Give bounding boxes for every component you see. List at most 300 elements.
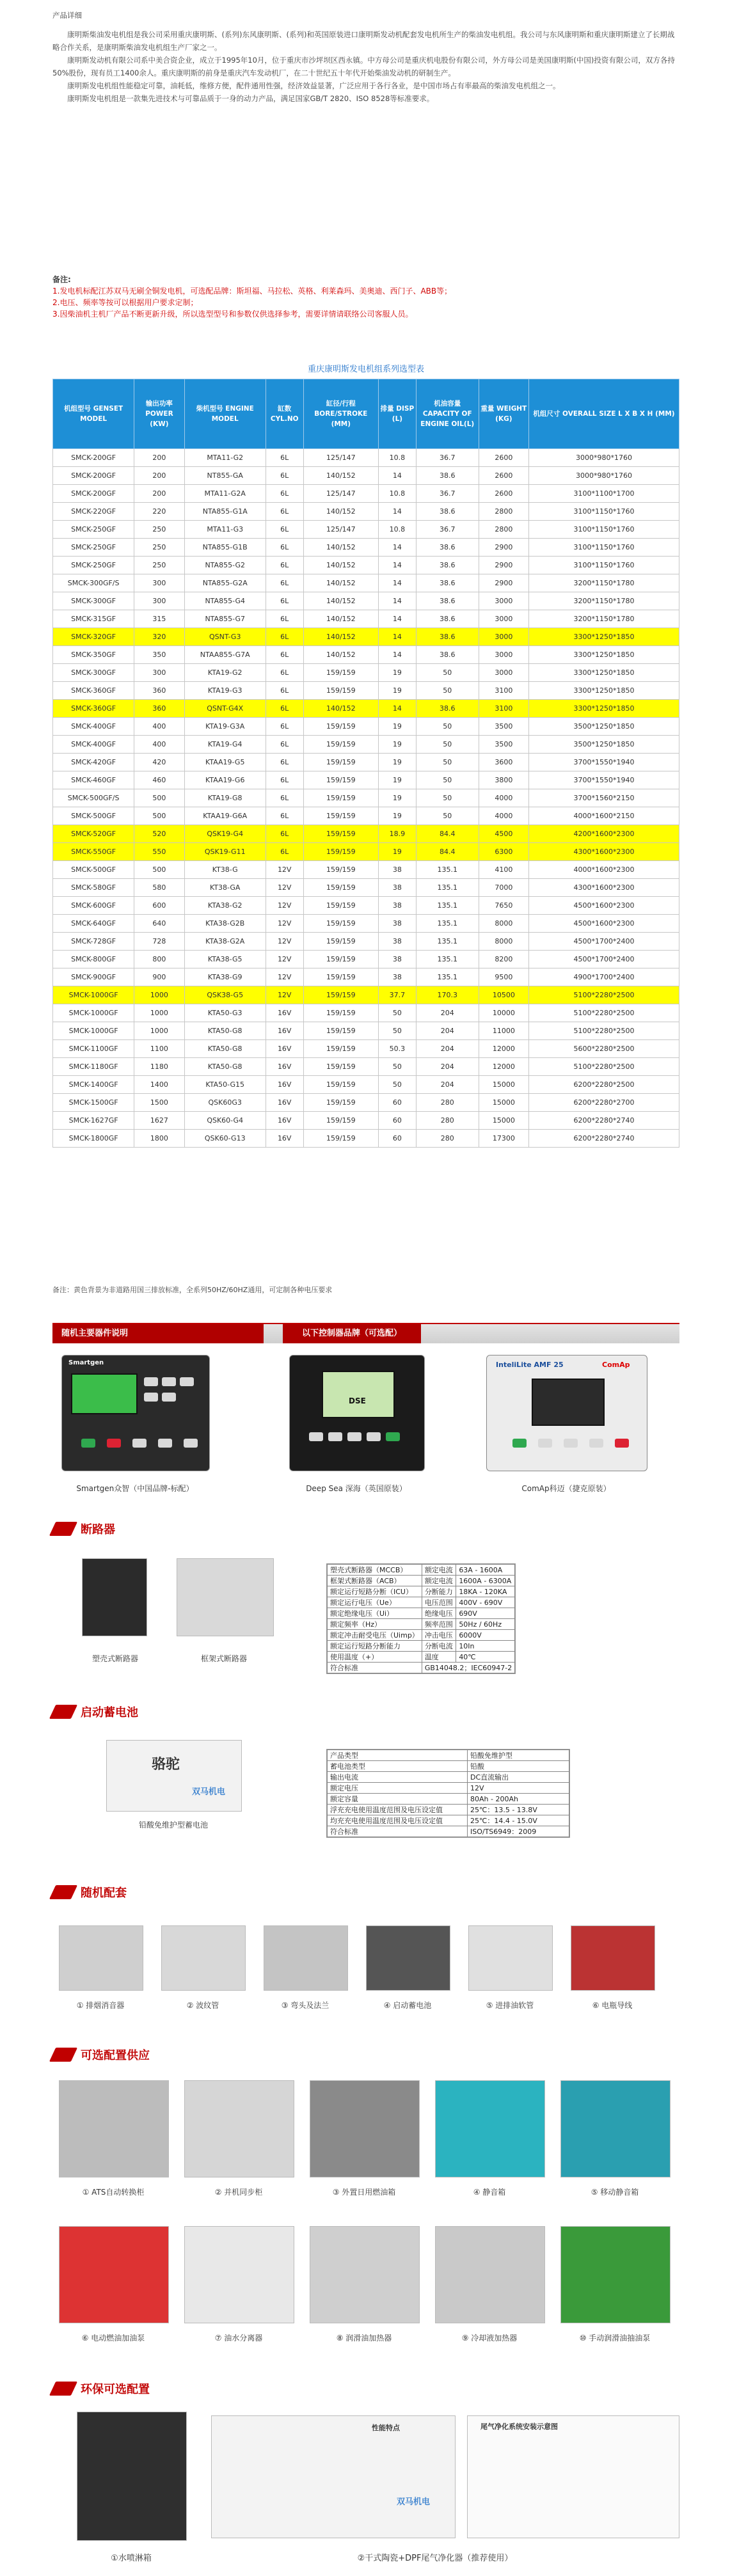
table-cell: KTA19-G3A [184,718,266,736]
controller-logo: Smartgen [68,1359,104,1366]
table-cell: 300 [134,574,184,592]
spec-cell: 12V [468,1783,569,1794]
table-cell: 159/159 [303,1004,378,1022]
spec-cell: 10In [456,1641,515,1652]
table-cell: KTA38-G2B [184,915,266,933]
table-cell: SMCK-460GF [53,771,134,789]
table-cell: KT38-GA [184,879,266,897]
spec-row [328,1565,515,1576]
table-cell: NTA855-G1A [184,503,266,521]
table-cell: QSK19-G4 [184,825,266,843]
table-cell: 38.6 [416,610,479,628]
table-cell: 50 [416,771,479,789]
table-cell: 300 [134,592,184,610]
table-cell: 15000 [479,1076,528,1094]
option-caption: ① ATS自动转换柜 [82,2188,145,2197]
table-cell: 36.7 [416,449,479,467]
spec-cell: 塑壳式断路器（MCCB） [328,1565,422,1576]
table-cell: 159/159 [303,1058,378,1076]
table-cell: 10.8 [379,521,417,539]
table-cell: SMCK-1000GF [53,1004,134,1022]
controller-button [132,1439,147,1448]
table-cell: 3700*1550*1940 [528,754,679,771]
table-cell: 135.1 [416,951,479,968]
controller-button [144,1393,158,1402]
table-cell: 14 [379,467,417,485]
table-cell: 3300*1250*1850 [528,628,679,646]
option-caption: ⑦ 油水分离器 [214,2334,263,2343]
spec-cell: 分断能力 [422,1586,456,1597]
table-cell: 4000*1600*2150 [528,807,679,825]
table-cell: 6L [266,503,303,521]
spec-cell: 额定运行短路分断（ICU） [328,1586,422,1597]
table-cell: KTA19-G3 [184,682,266,700]
table-cell: SMCK-520GF [53,825,134,843]
table-cell: 3000*980*1760 [528,467,679,485]
spec-row [328,1652,515,1663]
table-cell: 12V [266,986,303,1004]
table-cell: 6L [266,718,303,736]
watermark-logo: 双马机电 [192,1787,226,1797]
table-cell: 16V [266,1022,303,1040]
table-row [53,789,679,807]
spec-cell: 符合标准 [328,1826,468,1837]
table-row [53,574,679,592]
table-row [53,467,679,485]
table-cell: KTA38-G2 [184,897,266,915]
table-row [53,968,679,986]
table-cell: 520 [134,825,184,843]
table-cell: 15000 [479,1094,528,1112]
spec-cell: 6000V [456,1630,515,1641]
table-cell: SMCK-1180GF [53,1058,134,1076]
spec-row [328,1586,515,1597]
option-caption: ⑩ 手动润滑油抽油泵 [579,2334,651,2343]
table-cell: SMCK-220GF [53,503,134,521]
spec-cell: 1600A - 6300A [456,1576,515,1586]
controller-button [512,1439,527,1448]
table-cell: 2900 [479,539,528,557]
table-cell: 280 [416,1130,479,1148]
table-cell: 800 [134,951,184,968]
table-cell: 5100*2280*2500 [528,1058,679,1076]
table-cell: KT38-G [184,861,266,879]
spec-row [328,1608,515,1619]
section-title: 可选配置供应 [81,2049,150,2062]
table-cell: NTAA855-G7A [184,646,266,664]
option-caption: ② 并机同步柜 [214,2188,263,2197]
table-cell: 50 [416,664,479,682]
table-cell: 460 [134,771,184,789]
table-cell: 500 [134,807,184,825]
spec-cell: 18KA - 120KA [456,1586,515,1597]
table-cell: 159/159 [303,807,378,825]
table-cell: 38.6 [416,557,479,574]
table-cell: 6L [266,807,303,825]
table-cell: SMCK-580GF [53,879,134,897]
spec-cell: 符合标准 [328,1663,422,1673]
table-cell: 3100*1150*1760 [528,539,679,557]
table-cell: 159/159 [303,951,378,968]
table-cell: 280 [416,1094,479,1112]
spec-cell: 温度 [422,1652,456,1663]
table-row [53,754,679,771]
battery-spec-table [326,1749,570,1838]
controller-button [162,1393,176,1402]
table-cell: 3300*1250*1850 [528,664,679,682]
table-cell: 140/152 [303,503,378,521]
table-row [53,521,679,539]
dpf-purifier-image [211,2415,456,2538]
table-cell: 1500 [134,1094,184,1112]
table-cell: 4000*1600*2300 [528,861,679,879]
table-header-cell: 机组型号 GENSET MODEL [53,379,134,449]
options-section-header [52,2043,150,2066]
table-cell: 159/159 [303,897,378,915]
note-line: 3.因柴油机主机厂产品不断更新升级，所以选型型号和参数仅供选择参考，需要详情请联络公司客服人员。 [52,310,413,319]
table-cell: 14 [379,503,417,521]
table-cell: 6L [266,700,303,718]
table-cell: SMCK-1500GF [53,1094,134,1112]
table-cell: 159/159 [303,879,378,897]
table-cell: 3100 [479,700,528,718]
mccb-breaker-image [82,1558,147,1636]
table-cell: SMCK-400GF [53,736,134,754]
table-cell: 14 [379,700,417,718]
table-cell: 38.6 [416,592,479,610]
table-row [53,700,679,718]
table-cell: 8000 [479,915,528,933]
spec-cell: ISO/TS6949：2009 [468,1826,569,1837]
option-image [435,2080,545,2177]
controller-logo: InteliLite AMF 25 [496,1361,564,1369]
table-row [53,503,679,521]
table-cell: SMCK-800GF [53,951,134,968]
table-cell: 38.6 [416,467,479,485]
table-cell: 3300*1250*1850 [528,682,679,700]
controller-caption: Deep Sea 深海（英国原装） [306,1484,407,1493]
controller-button [184,1439,198,1448]
table-row [53,592,679,610]
table-cell: 17300 [479,1130,528,1148]
table-cell: SMCK-500GF [53,861,134,879]
table-cell: 3200*1150*1780 [528,592,679,610]
accessories-section-header [52,1881,127,1904]
banner-mid-label: 以下控制器品牌（可选配） [283,1324,421,1343]
table-cell: 140/152 [303,700,378,718]
table-cell: 3100 [479,682,528,700]
table-cell: SMCK-200GF [53,449,134,467]
section-marker-icon [49,1522,77,1536]
table-cell: 6L [266,736,303,754]
table-cell: 400 [134,718,184,736]
banner-left-label: 随机主要器件说明 [52,1324,264,1343]
table-cell: 140/152 [303,574,378,592]
table-cell: 4900*1700*2400 [528,968,679,986]
notes-section [52,274,679,320]
spec-cell: 额定频率（Hz） [328,1619,422,1630]
table-cell: SMCK-728GF [53,933,134,951]
table-cell: 1000 [134,1004,184,1022]
spec-cell: DC直流输出 [468,1772,569,1783]
image-caption: ②干式陶瓷+DPF尾气净化器（推荐使用） [357,2554,513,2563]
section-marker-icon [49,1885,77,1899]
battery-brand: 骆驼 [152,1756,180,1773]
deepsea-controller-image [289,1355,425,1471]
table-cell: 6L [266,539,303,557]
table-cell: 10.8 [379,485,417,503]
table-row [53,1022,679,1040]
table-cell: 12000 [479,1040,528,1058]
table-cell: 3300*1250*1850 [528,700,679,718]
table-header-cell: 缸数 CYL.NO [266,379,303,449]
table-cell: 140/152 [303,610,378,628]
spec-cell: 50Hz / 60Hz [456,1619,515,1630]
table-cell: 1400 [134,1076,184,1094]
table-cell: 6L [266,646,303,664]
table-cell: QSK38-G5 [184,986,266,1004]
table-cell: 2800 [479,521,528,539]
table-cell: 135.1 [416,879,479,897]
spec-row [328,1772,569,1783]
table-row [53,628,679,646]
table-cell: 4000 [479,789,528,807]
table-cell: 140/152 [303,592,378,610]
table-cell: 135.1 [416,933,479,951]
spec-row [328,1826,569,1837]
spec-row [328,1641,515,1652]
spec-row [328,1815,569,1826]
spec-cell: 690V [456,1608,515,1619]
spec-row [328,1750,569,1761]
table-cell: 135.1 [416,861,479,879]
spec-cell: 额定电压 [328,1783,468,1794]
controller-button [615,1439,629,1448]
table-cell: 19 [379,718,417,736]
table-cell: 728 [134,933,184,951]
option-caption: ⑥ 电动燃油加油泵 [81,2334,145,2343]
table-cell: 3000 [479,610,528,628]
table-cell: 50 [379,1076,417,1094]
table-cell: 3100*1100*1700 [528,485,679,503]
table-title: 重庆康明斯发电机组系列选型表 [307,365,424,374]
table-cell: 50 [416,718,479,736]
table-cell: 6L [266,664,303,682]
controller-button [564,1439,578,1448]
table-cell: 14 [379,646,417,664]
table-cell: 400 [134,736,184,754]
spec-cell: 均充充电使用温度范围及电压设定值 [328,1815,468,1826]
table-cell: 84.4 [416,825,479,843]
table-cell: 159/159 [303,736,378,754]
table-cell: 140/152 [303,628,378,646]
table-cell: KTA38-G2A [184,933,266,951]
table-cell: 12V [266,915,303,933]
section-marker-icon [49,1705,77,1719]
spec-row [328,1663,515,1673]
accessory-image [264,1925,348,1991]
table-cell: 360 [134,700,184,718]
spec-row [328,1630,515,1641]
table-cell: 3300*1250*1850 [528,646,679,664]
table-cell: 8200 [479,951,528,968]
table-cell: 550 [134,843,184,861]
table-cell: 159/159 [303,933,378,951]
table-cell: 4300*1600*2300 [528,879,679,897]
option-image [310,2226,420,2323]
table-cell: 3700*1560*2150 [528,789,679,807]
table-cell: 4500*1700*2400 [528,951,679,968]
option-image [59,2080,169,2177]
table-cell: 6L [266,592,303,610]
option-caption: ⑧ 润滑油加热器 [336,2334,392,2343]
table-cell: 15000 [479,1112,528,1130]
controller-caption: Smartgen众智（中国品牌-标配） [76,1484,194,1493]
table-cell: 38.6 [416,628,479,646]
option-image [310,2080,420,2177]
table-cell: 200 [134,485,184,503]
spec-table-wrap [52,379,679,1148]
table-cell: SMCK-420GF [53,754,134,771]
spec-cell: 框架式断路器（ACB） [328,1576,422,1586]
panel-title: 性能特点 [372,2424,400,2432]
accessory-caption: ⑥ 电瓶导线 [592,2001,633,2010]
table-cell: KTA38-G9 [184,968,266,986]
controller-button [386,1432,400,1441]
table-cell: 50 [379,1058,417,1076]
intro-paragraph: 康明斯发动机有限公司系中美合资企业，成立于1995年10月，位于重庆市沙坪坝区西永镇。中方母公司是重庆机电股份有限公司，外方母公司是美国康明斯(中国)投资有限公司，双方各持50%股份，现有员工1400余人。重庆康明斯的前身是重庆汽车发动机厂，在二十世纪五十年代开始柴油发动机的研制生产。 [52,56,675,77]
table-cell: 16V [266,1004,303,1022]
spec-row [328,1619,515,1630]
spec-cell: 额定运行电压（Ue） [328,1597,422,1608]
table-cell: 36.7 [416,485,479,503]
table-cell: SMCK-500GF/S [53,789,134,807]
spec-row [328,1794,569,1805]
table-row [53,897,679,915]
accessory-caption: ④ 启动蓄电池 [383,2001,432,2010]
acb-breaker-image [177,1558,274,1636]
table-cell: 38.6 [416,574,479,592]
controller-button [144,1377,158,1386]
table-cell: 5600*2280*2500 [528,1040,679,1058]
table-cell: 16V [266,1094,303,1112]
table-row [53,1058,679,1076]
table-cell: 350 [134,646,184,664]
controller-button [162,1377,176,1386]
table-cell: 12V [266,933,303,951]
table-cell: SMCK-320GF [53,628,134,646]
table-cell: 3000 [479,628,528,646]
table-cell: KTA19-G8 [184,789,266,807]
table-cell: SMCK-250GF [53,521,134,539]
table-cell: SMCK-200GF [53,485,134,503]
table-row [53,861,679,879]
table-cell: 4500 [479,825,528,843]
table-cell: 204 [416,1022,479,1040]
table-row [53,646,679,664]
table-cell: 19 [379,754,417,771]
env-section-header [52,2377,150,2400]
table-cell: NTA855-G2 [184,557,266,574]
table-row [53,1040,679,1058]
table-cell: 50 [416,807,479,825]
table-cell: SMCK-600GF [53,897,134,915]
table-cell: 6L [266,628,303,646]
spec-cell: 额定电流 [422,1565,456,1576]
table-row [53,1094,679,1112]
table-cell: 11000 [479,1022,528,1040]
controller-button [589,1439,603,1448]
spec-cell: 输出电流 [328,1772,468,1783]
table-cell: 159/159 [303,1040,378,1058]
table-cell: 6L [266,754,303,771]
table-cell: 3000 [479,592,528,610]
table-cell: 159/159 [303,1022,378,1040]
controller-button [107,1439,121,1448]
table-row [53,1004,679,1022]
table-cell: KTAA19-G6 [184,771,266,789]
table-cell: QSNT-G3 [184,628,266,646]
section-marker-icon [49,2382,77,2396]
option-caption: ③ 外置日用燃油箱 [332,2188,396,2197]
spec-cell: 绝缘电压 [422,1608,456,1619]
table-cell: 3100*1150*1760 [528,503,679,521]
table-cell: SMCK-1400GF [53,1076,134,1094]
table-cell: 3500*1250*1850 [528,718,679,736]
table-cell: KTA50-G8 [184,1022,266,1040]
table-cell: 19 [379,664,417,682]
table-cell: 4500*1600*2300 [528,897,679,915]
table-cell: SMCK-1000GF [53,1022,134,1040]
table-header-cell: 机组尺寸 OVERALL SIZE L X B X H (MM) [528,379,679,449]
table-cell: 6L [266,449,303,467]
table-cell: 159/159 [303,986,378,1004]
table-cell: 38 [379,915,417,933]
table-cell: 4300*1600*2300 [528,843,679,861]
intro-paragraph: 康明斯柴油发电机组是我公司采用重庆康明斯、(系列)东风康明斯、(系列)和英国原装进口康明斯发动机配套发电机所生产的柴油发电机组。我公司与东风康明斯和重庆康明斯建立了长期战略合作关系，是康明斯柴油发电机组生产厂家之一。 [52,30,675,52]
spec-cell: 40℃ [456,1652,515,1663]
accessory-caption: ① 排烟消音器 [76,2001,125,2010]
spec-cell: GB14048.2；IEC60947-2 [422,1663,514,1673]
table-cell: 159/159 [303,771,378,789]
components-banner [52,1323,679,1343]
section-title: 断路器 [81,1523,115,1537]
table-cell: 6L [266,771,303,789]
table-cell: 18.9 [379,825,417,843]
table-header-cell: 排量 DISP (L) [379,379,417,449]
table-cell: 14 [379,628,417,646]
controller-screen [71,1373,138,1414]
table-cell: SMCK-300GF [53,664,134,682]
table-row [53,951,679,968]
table-cell: 3700*1550*1940 [528,771,679,789]
table-cell: 6200*2280*2740 [528,1130,679,1148]
section-title: 环保可选配置 [81,2383,150,2396]
table-cell: 84.4 [416,843,479,861]
spec-row [328,1597,515,1608]
table-row [53,843,679,861]
table-cell: 6L [266,521,303,539]
table-cell: 6L [266,574,303,592]
table-cell: 19 [379,843,417,861]
table-cell: SMCK-300GF [53,592,134,610]
table-cell: NT855-GA [184,467,266,485]
table-header-cell: 缸径/行程 BORE/STROKE (MM) [303,379,378,449]
table-cell: 2900 [479,574,528,592]
table-cell: 7000 [479,879,528,897]
image-caption: 塑壳式断路器 [91,1654,138,1663]
table-cell: 7650 [479,897,528,915]
